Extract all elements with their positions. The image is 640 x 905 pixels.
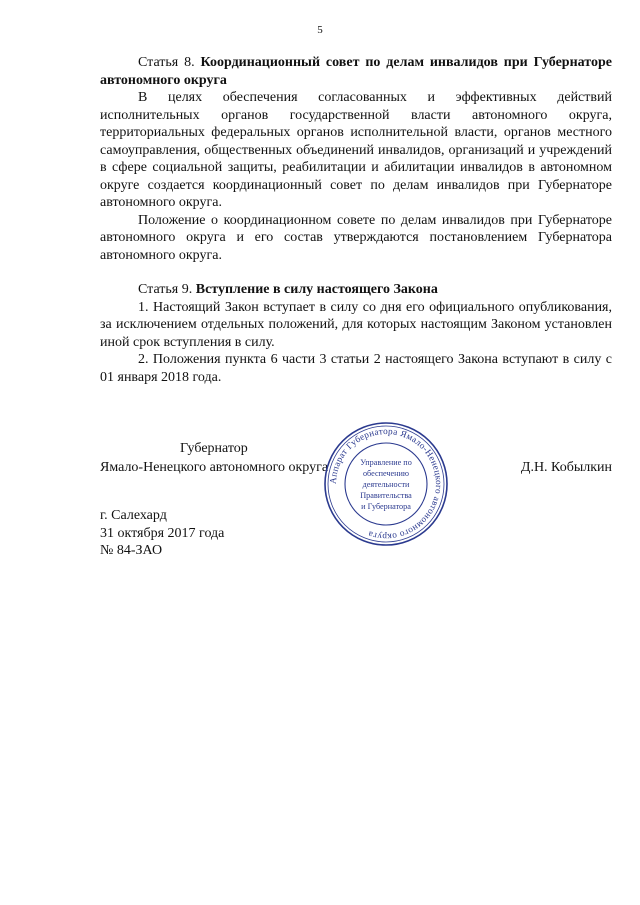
article-8-paragraph-2: Положение о координационном совете по делам инвалидов при Губернаторе автономного округа и его состав утверждаются постановлением Губернатора автономного округа.	[100, 212, 612, 263]
seal-center-line-3: деятельности	[362, 480, 410, 489]
article-9-label: Статья 9.	[138, 282, 193, 297]
seal-ring-text: Аппарат Губернатора Ямало-Ненецкого автономного округа	[327, 425, 445, 543]
article-9-title: Вступление в силу настоящего Закона	[195, 282, 438, 297]
seal-center-line-1: Управление по	[360, 458, 412, 467]
seal-center-line-2: обеспечению	[362, 469, 410, 478]
page-number: 5	[317, 24, 323, 36]
footer-law-number: № 84-ЗАО	[100, 543, 163, 558]
article-9-heading	[100, 281, 612, 299]
seal-center-line-4: Правительства	[360, 491, 412, 500]
footer-city: г. Салехард	[100, 508, 167, 523]
signatory-name: Д.Н. Кобылкин	[520, 460, 612, 475]
article-9-paragraph-1: 1. Настоящий Закон вступает в силу со дня его официального опубликования, за исключением отдельных положений, для которых настоящим Законом установлен иной срок вступления в силу.	[100, 299, 612, 350]
article-8-heading	[100, 54, 612, 89]
article-8-label: Статья 8.	[138, 55, 195, 70]
official-seal-graphic	[322, 420, 450, 548]
article-9-paragraph-2: 2. Положения пункта 6 части 3 статьи 2 настоящего Закона вступают в силу с 01 января 2018 года.	[100, 352, 612, 385]
signature-title-line-1: Губернатор	[180, 441, 248, 456]
document-body	[100, 54, 612, 386]
footer-date: 31 октября 2017 года	[100, 525, 225, 541]
signature-title-line-2: Ямало-Ненецкого автономного округа	[100, 460, 329, 475]
official-seal-stamp	[322, 420, 450, 548]
seal-center-line-5: и Губернатора	[361, 502, 411, 511]
article-8-paragraph-1: В целях обеспечения согласованных и эффективных действий исполнительных органов государственной власти автономного округа, территориальных федеральных органов исполнительной власти, органов местного самоуправления, общественных объединений инвалидов, организаций и учреждений в сфере социальной защиты, реабилитации и абилитации инвалидов в автономном округе создается координационный совет по делам инвалидов при Губернаторе автономного округа.	[100, 90, 612, 210]
document-footer	[100, 507, 224, 560]
article-8-title: Координационный совет по делам инвалидов при Губернаторе автономного округа	[100, 55, 612, 88]
